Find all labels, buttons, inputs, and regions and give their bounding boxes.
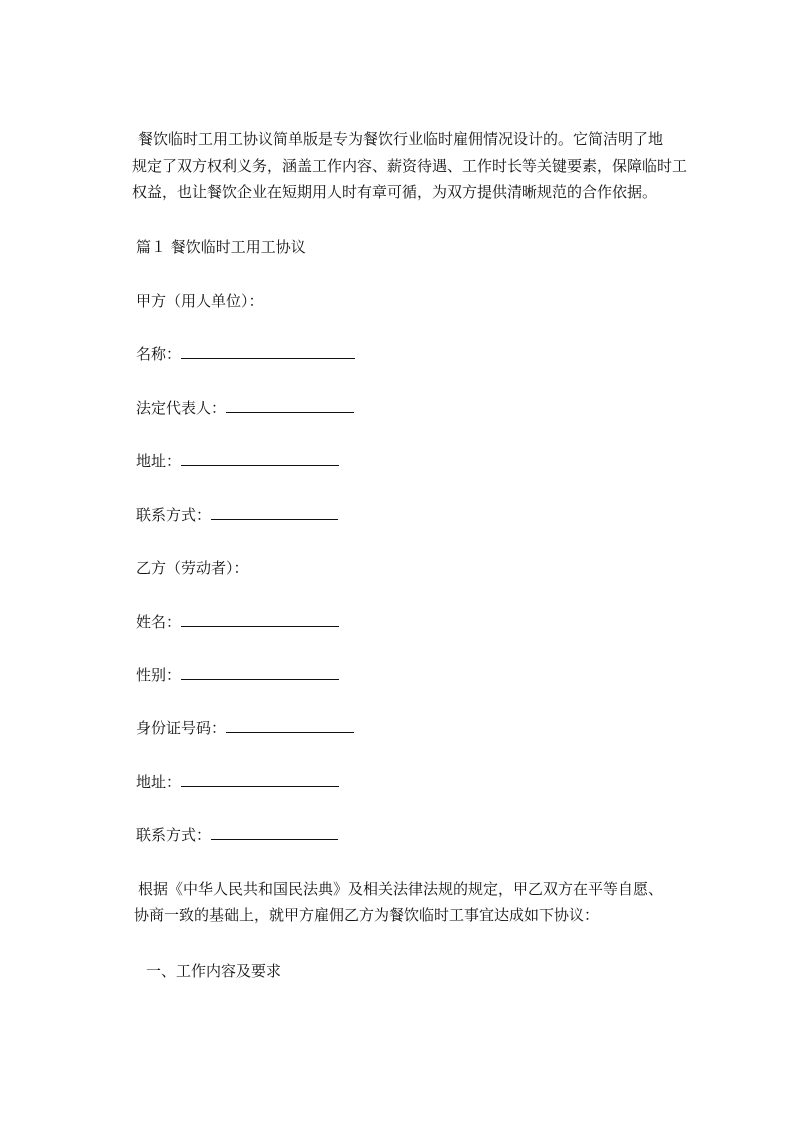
party-b-gender-blank	[181, 665, 339, 680]
party-a-address-label: 地址：	[136, 452, 182, 470]
party-a-rep-field	[136, 397, 354, 419]
basis-paragraph	[134, 876, 663, 928]
party-a-address-field	[136, 450, 339, 472]
party-a-contact-field	[136, 504, 338, 526]
party-a-contact-blank	[211, 505, 338, 520]
party-a-name-field	[136, 343, 355, 365]
party-b-id-blank	[226, 718, 354, 733]
basis-line-2: 协商一致的基础上，就甲方雇佣乙方为餐饮临时工事宜达成如下协议：	[134, 906, 600, 924]
party-a-name-label: 名称：	[136, 345, 182, 363]
party-b-contact-label: 联系方式：	[136, 826, 212, 844]
intro-line-1: 餐饮临时工用工协议简单版是专为餐饮行业临时雇佣情况设计的。它简洁明了地	[138, 130, 664, 148]
section-title: 篇１ 餐饮临时工用工协议	[136, 238, 306, 256]
party-b-gender-field	[136, 664, 339, 686]
party-b-name-label: 姓名：	[136, 613, 182, 631]
party-b-address-blank	[181, 772, 339, 787]
intro-paragraph	[132, 126, 688, 206]
party-b-address-field	[136, 771, 339, 793]
party-a-rep-blank	[226, 398, 354, 413]
intro-line-3: 权益，也让餐饮企业在短期用人时有章可循，为双方提供清晰规范的合作依据。	[132, 183, 658, 201]
party-a-heading: 甲方（用人单位）：	[136, 292, 264, 310]
party-b-contact-blank	[211, 825, 338, 840]
party-b-id-label: 身份证号码：	[136, 719, 227, 737]
party-b-name-blank	[181, 612, 339, 627]
party-b-name-field	[136, 611, 339, 633]
party-b-contact-field	[136, 824, 338, 846]
party-b-id-field	[136, 717, 354, 739]
party-a-contact-label: 联系方式：	[136, 506, 212, 524]
party-b-heading: 乙方（劳动者）：	[136, 559, 249, 577]
intro-line-2: 规定了双方权利义务，涵盖工作内容、薪资待遇、工作时长等关键要素，保障临时工	[132, 156, 688, 175]
party-b-gender-label: 性别：	[136, 666, 182, 684]
party-a-address-blank	[181, 451, 339, 466]
basis-line-1: 根据《中华人民共和国民法典》及相关法律法规的规定，甲乙双方在平等自愿、	[138, 880, 664, 898]
party-a-rep-label: 法定代表人：	[136, 399, 227, 417]
party-a-name-blank	[181, 344, 355, 359]
clause-1-title: 一、工作内容及要求	[146, 962, 282, 980]
party-b-address-label: 地址：	[136, 773, 182, 791]
